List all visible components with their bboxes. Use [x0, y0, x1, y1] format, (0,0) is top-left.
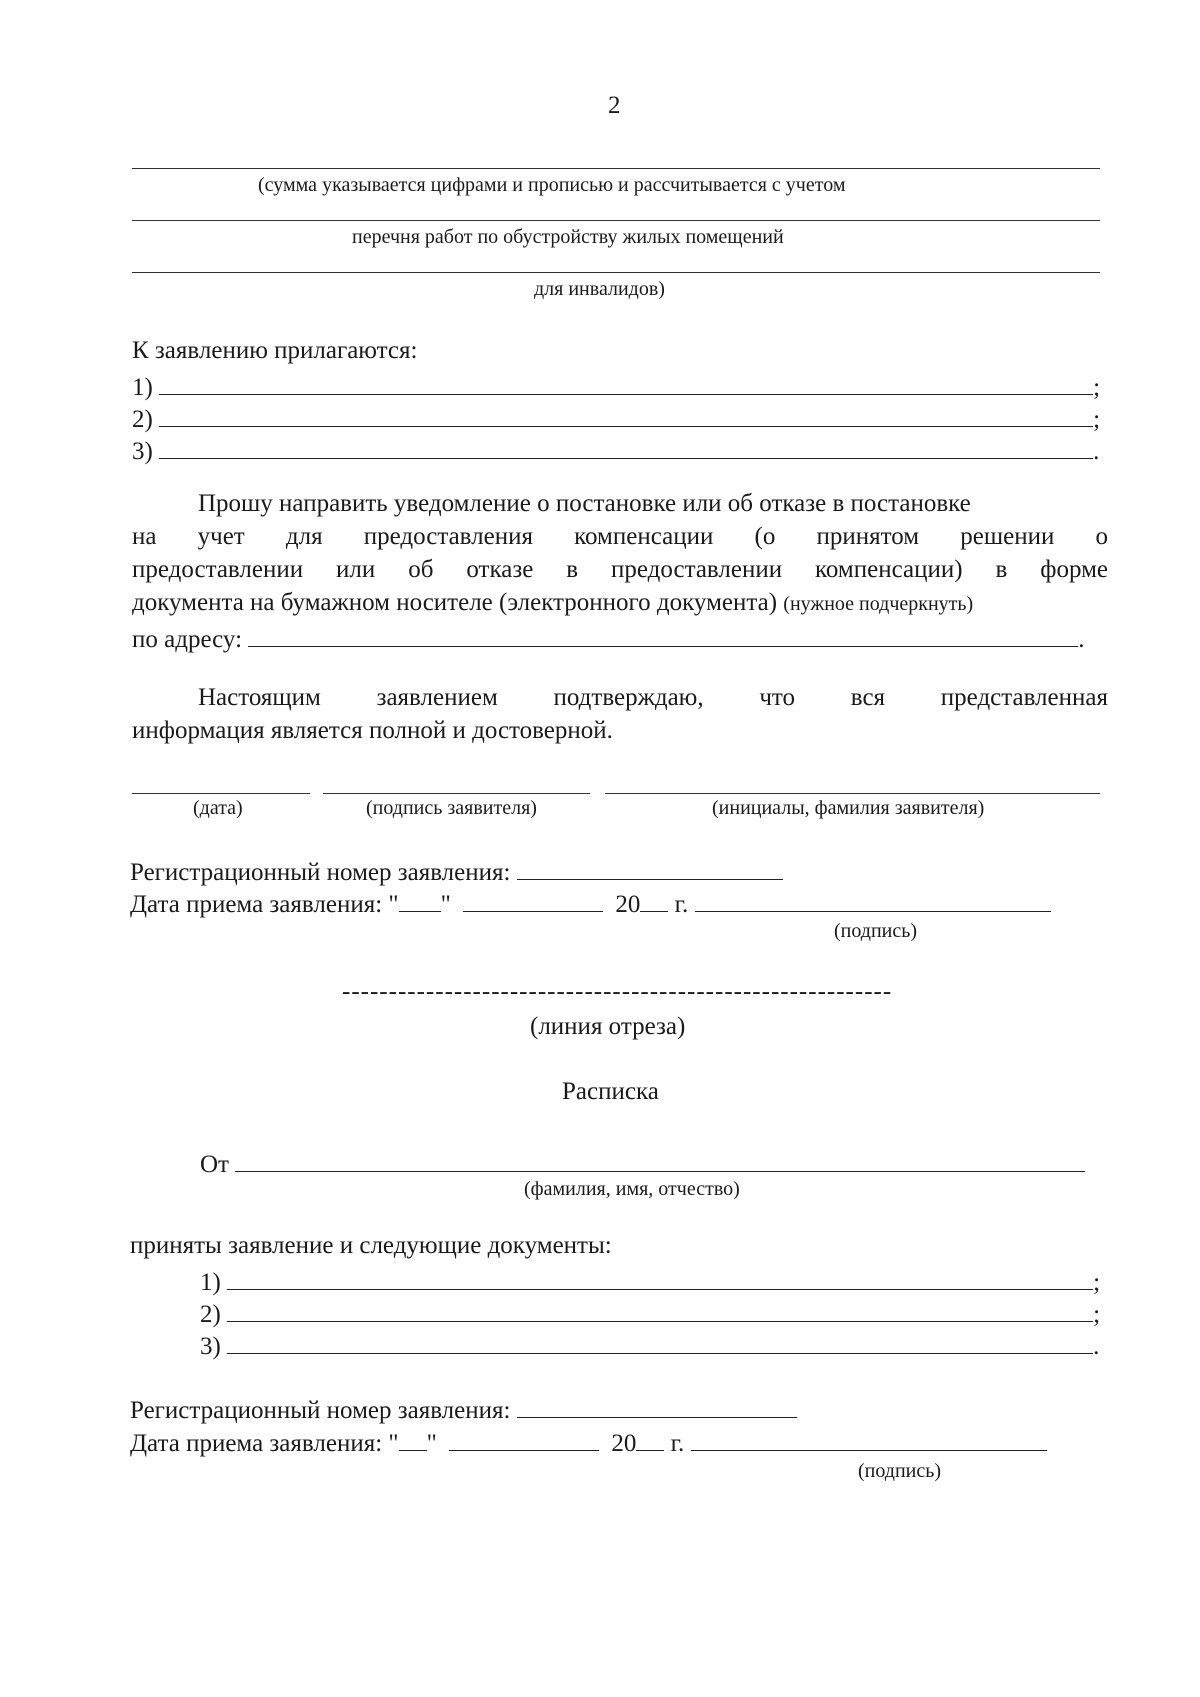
receipt-item-number: 2) [200, 1301, 221, 1328]
attachments-heading: К заявлению прилагаются: [132, 337, 418, 364]
sum-note-line-2: перечня работ по обустройству жилых помещений [352, 226, 784, 248]
request-line-3: предоставлении или об отказе в предоставлении компенсации) в форме [132, 556, 1108, 583]
sum-field-line-3[interactable] [132, 272, 1100, 273]
address-end: . [1078, 626, 1085, 653]
date-caption: (дата) [193, 797, 243, 819]
sum-field-line-1[interactable] [132, 168, 1100, 169]
attachment-item-3 [132, 434, 1099, 466]
receipt-title: Расписка [562, 1078, 659, 1105]
registration-number-field[interactable] [517, 855, 783, 880]
attachment-field-1[interactable] [159, 370, 1093, 395]
name-field[interactable] [605, 793, 1100, 794]
quote-open: " [388, 891, 399, 918]
receipt-field-2[interactable] [227, 1297, 1093, 1322]
quote-close: " [426, 1430, 437, 1457]
receipt-registration-number-row [130, 1393, 797, 1425]
address-field[interactable] [248, 622, 1078, 647]
name-caption: (инициалы, фамилия заявителя) [712, 797, 985, 819]
month-field[interactable] [463, 887, 603, 912]
attachment-field-3[interactable] [159, 434, 1093, 459]
attachment-item-number: 2) [132, 406, 153, 433]
cut-line-dashes: ----------------------------------------------------------- [342, 978, 893, 1005]
request-line-2: на учет для предоставления компенсации (о принятом решении о [132, 523, 1108, 550]
year-suffix: г. [674, 891, 689, 918]
attachment-item-1 [132, 370, 1100, 402]
registration-date-row [130, 887, 1051, 919]
request-line-4 [132, 589, 973, 617]
attachment-item-2 [132, 402, 1100, 434]
receipt-signature-caption: (подпись) [858, 1460, 942, 1482]
date-field[interactable] [132, 793, 310, 794]
receipt-item-1 [200, 1265, 1100, 1297]
sum-note-line-1: (сумма указывается цифрами и прописью и рассчитывается с учетом [258, 174, 846, 196]
registration-number-label: Регистрационный номер заявления: [130, 859, 511, 886]
receipt-item-end: . [1093, 1333, 1100, 1360]
request-line-4-main: документа на бумажном носителе (электронного документа) [132, 589, 778, 616]
day-field[interactable] [399, 887, 441, 912]
receipt-registration-number-label: Регистрационный номер заявления: [130, 1397, 511, 1424]
quote-close: " [440, 891, 451, 918]
request-address-row [132, 622, 1085, 654]
receipt-item-end: ; [1093, 1301, 1101, 1328]
attachment-item-end: . [1093, 438, 1100, 465]
year-field[interactable] [640, 887, 668, 912]
receipt-month-field[interactable] [449, 1426, 599, 1451]
signature-field[interactable] [323, 793, 590, 794]
receipt-registration-date-label: Дата приема заявления: [130, 1430, 383, 1457]
receipt-from-caption: (фамилия, имя, отчество) [524, 1178, 740, 1200]
receipt-registration-number-field[interactable] [517, 1393, 797, 1418]
attachment-item-number: 1) [132, 374, 153, 401]
receipt-from-row [200, 1147, 1085, 1179]
attachment-item-number: 3) [132, 438, 153, 465]
sum-field-line-2[interactable] [132, 220, 1100, 221]
receipt-field-3[interactable] [227, 1329, 1093, 1354]
receipt-accepted: приняты заявление и следующие документы: [130, 1232, 612, 1259]
receipt-item-number: 3) [200, 1333, 221, 1360]
receiver-signature-caption: (подпись) [834, 920, 918, 942]
address-label: по адресу: [132, 626, 243, 653]
request-line-1: Прошу направить уведомление о постановке или об отказе в постановке [198, 490, 971, 517]
quote-open: " [388, 1430, 399, 1457]
receipt-day-field[interactable] [399, 1426, 427, 1451]
receipt-receiver-signature-field[interactable] [691, 1426, 1047, 1451]
attachment-item-end: ; [1093, 406, 1101, 433]
registration-number-row [130, 855, 783, 887]
attachment-item-end: ; [1093, 374, 1101, 401]
cut-line-caption: (линия отреза) [530, 1013, 686, 1040]
receipt-item-end: ; [1093, 1269, 1101, 1296]
year-prefix: 20 [615, 891, 641, 918]
sum-note-line-3: для инвалидов) [534, 278, 665, 300]
registration-date-label: Дата приема заявления: [130, 891, 383, 918]
receipt-year-suffix: г. [670, 1430, 685, 1457]
receipt-registration-date-row [130, 1426, 1047, 1458]
confirm-line-2: информация является полной и достоверной. [132, 717, 613, 744]
confirm-line-1: Настоящим заявлением подтверждаю, что вся представленная [198, 684, 1108, 711]
receipt-item-3 [200, 1329, 1099, 1361]
receipt-from-field[interactable] [235, 1147, 1085, 1172]
receipt-field-1[interactable] [227, 1265, 1093, 1290]
receipt-from-label: От [200, 1151, 229, 1178]
receipt-item-2 [200, 1297, 1100, 1329]
request-line-4-note: (нужное подчеркнуть) [783, 593, 974, 615]
signature-caption: (подпись заявителя) [366, 797, 537, 819]
receipt-year-field[interactable] [636, 1426, 664, 1451]
attachment-field-2[interactable] [159, 402, 1093, 427]
receipt-year-prefix: 20 [611, 1430, 637, 1457]
receipt-item-number: 1) [200, 1269, 221, 1296]
page-number: 2 [608, 92, 621, 119]
receiver-signature-field[interactable] [695, 887, 1051, 912]
